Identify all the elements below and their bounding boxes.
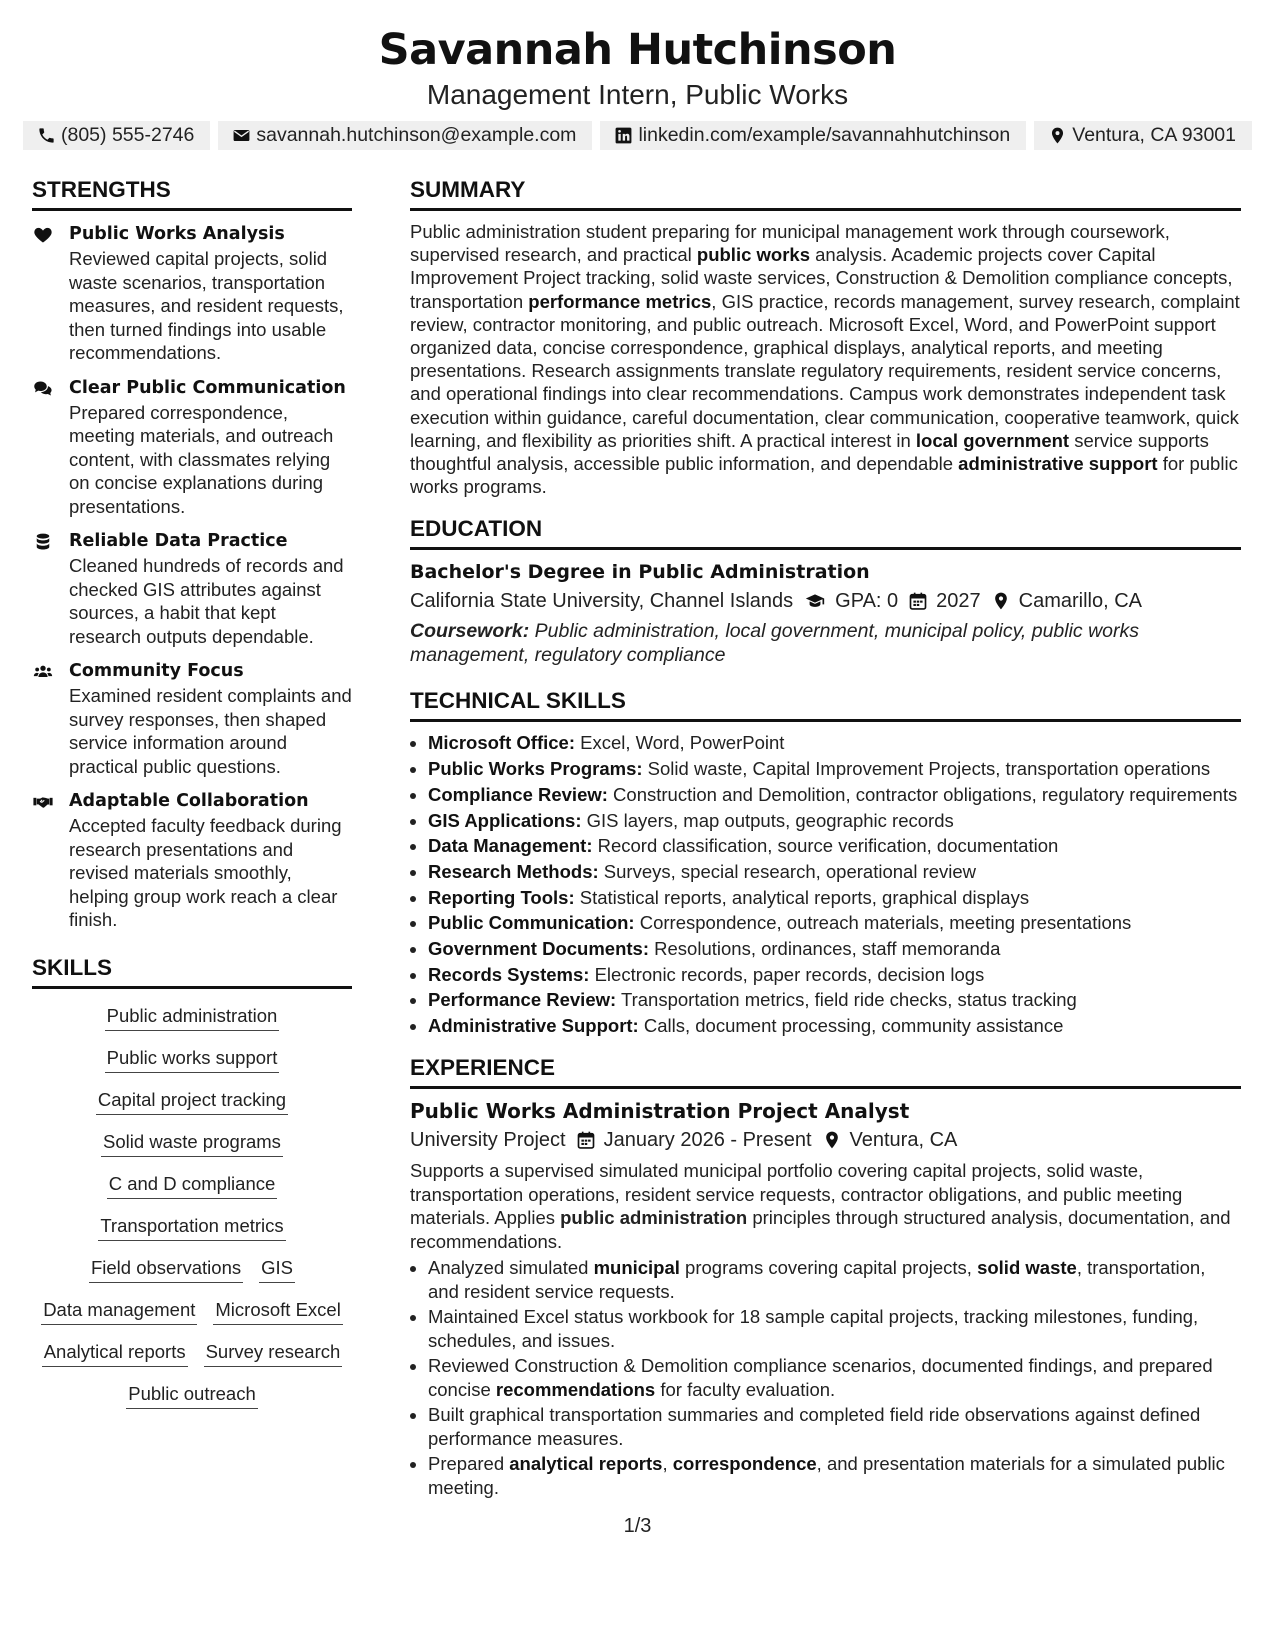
emphasis-text: solid waste [977, 1257, 1077, 1278]
technical-skill-item [428, 886, 1241, 910]
text-run: Maintained Excel status workbook for 18 sample capital projects, tracking milestones, funding, schedules, and issues. [428, 1306, 1199, 1351]
contact-location-text: Ventura, CA 93001 [1072, 124, 1236, 146]
text-run: , transportation, and resident service requests. [428, 1257, 1206, 1302]
contact-linkedin[interactable] [600, 121, 1026, 150]
calendar-icon [576, 1130, 596, 1150]
technical-skill-item [428, 783, 1241, 807]
strength-title: Clear Public Communication [69, 377, 346, 398]
summary-text [410, 220, 1241, 498]
technical-skill-item [428, 757, 1241, 781]
left-column [32, 176, 352, 1515]
strength-item [32, 789, 352, 932]
strength-desc: Examined resident complaints and survey responses, then shaped service information around practical public questions. [69, 685, 352, 777]
technical-skills-section [410, 687, 1241, 1038]
experience-section [410, 1054, 1241, 1499]
technical-skill-item [428, 834, 1241, 858]
skill-category: Government Documents: [428, 937, 650, 959]
technical-skill-item [428, 860, 1241, 884]
text-run: programs covering capital projects, [679, 1257, 978, 1278]
skill-tag: Capital project tracking [96, 1089, 288, 1115]
text-run: Built graphical transportation summaries and completed field ride observations against defined performance measures. [428, 1404, 1201, 1449]
contact-email-text: savannah.hutchinson@example.com [256, 124, 577, 146]
skill-values: Statistical reports, analytical reports, graphical displays [574, 886, 1030, 908]
emphasis-text: correspondence [672, 1453, 817, 1474]
location-icon [822, 1130, 842, 1150]
comments-icon [32, 379, 54, 399]
text-run: Public administration student preparing for municipal management work through coursework, supervised research, and practical [410, 221, 1170, 266]
strength-item [32, 222, 352, 365]
text-run: for faculty evaluation. [655, 1378, 836, 1400]
skill-values: GIS layers, map outputs, geographic records [581, 809, 954, 831]
emphasis-text: administrative support [958, 453, 1158, 475]
summary-heading: SUMMARY [410, 176, 1241, 211]
technical-skill-item [428, 988, 1241, 1012]
skill-tag: C and D compliance [107, 1173, 278, 1199]
strength-title: Adaptable Collaboration [69, 791, 309, 811]
strength-desc: Prepared correspondence, meeting materials, and outreach content, with classmates relying on concise explanations during presentations. [69, 401, 334, 517]
strength-title: Community Focus [69, 661, 244, 681]
coursework-label: Coursework: [410, 620, 530, 643]
skill-values: Transportation metrics, field ride checks, status tracking [616, 989, 1077, 1011]
skill-category: GIS Applications: [428, 809, 582, 831]
skill-values: Surveys, special research, operational review [598, 860, 977, 882]
technical-skill-item [428, 937, 1241, 961]
skill-tag: Survey research [204, 1341, 343, 1367]
strengths-heading: STRENGTHS [32, 176, 352, 211]
skill-tag: Data management [41, 1299, 197, 1325]
skill-category: Compliance Review: [428, 783, 608, 805]
technical-skill-item [428, 731, 1241, 755]
gpa: GPA: 0 [835, 590, 899, 613]
job-location: Ventura, CA [849, 1129, 958, 1151]
contact-phone-text: (805) 555-2746 [61, 124, 195, 146]
strength-title: Reliable Data Practice [69, 531, 288, 551]
email-icon [232, 126, 251, 145]
skill-values: Resolutions, ordinances, staff memoranda [649, 937, 1001, 959]
contact-phone[interactable] [23, 121, 210, 150]
text-run: service supports thoughtful analysis, accessible public information, and dependable [410, 429, 1209, 475]
school-location: Camarillo, CA [1018, 590, 1143, 613]
heart-icon [32, 225, 54, 245]
job-bullet [428, 1403, 1241, 1450]
graduation-cap-icon [803, 591, 827, 611]
graduation-year: 2027 [936, 590, 981, 613]
organization: University Project [410, 1129, 566, 1151]
text-run: analysis. Academic projects cover Capital Improvement Project tracking, solid waste services, Construction & Demolition compliance concepts, transportation [410, 244, 1233, 312]
education-section [410, 515, 1241, 667]
candidate-name: Savannah Hutchinson [378, 25, 897, 75]
skill-tag: Public works support [105, 1047, 280, 1073]
text-run: , [662, 1453, 673, 1474]
right-column [410, 176, 1241, 1515]
job-bullet [428, 1354, 1241, 1401]
job-title: Public Works Administration Project Analyst [410, 1099, 910, 1123]
skills-tag-list [32, 1005, 352, 1409]
technical-skill-item [428, 963, 1241, 987]
school-name: California State University, Channel Islands [410, 590, 794, 613]
text-run: Analyzed simulated [428, 1257, 594, 1278]
phone-icon [37, 126, 56, 145]
skill-category: Records Systems: [428, 963, 590, 985]
users-icon [32, 662, 54, 682]
emphasis-text: public works [696, 244, 810, 266]
skill-category: Administrative Support: [428, 1015, 639, 1036]
text-run: Reviewed Construction & Demolition compliance scenarios, documented findings, and prepared concise [428, 1355, 1213, 1400]
strength-desc: Accepted faculty feedback during research presentations and revised materials smoothly, helping group work reach a clear finish. [69, 815, 342, 930]
skill-category: Microsoft Office: [428, 732, 575, 754]
skill-tag: Field observations [89, 1257, 243, 1283]
strengths-section [32, 176, 352, 932]
emphasis-text: municipal [593, 1257, 680, 1278]
handshake-icon [32, 792, 54, 812]
job-bullets [410, 1256, 1241, 1499]
technical-skills-heading: TECHNICAL SKILLS [410, 687, 1241, 722]
job-description [410, 1159, 1241, 1253]
skill-values: Electronic records, paper records, decision logs [589, 963, 985, 985]
job-meta [410, 1126, 1241, 1154]
linkedin-icon [614, 126, 633, 145]
skill-category: Public Communication: [428, 912, 635, 934]
contact-bar [0, 121, 1275, 150]
skill-values: Excel, Word, PowerPoint [574, 732, 785, 754]
contact-location [1034, 121, 1252, 150]
database-icon [32, 532, 54, 552]
calendar-icon [908, 591, 928, 611]
skill-values: Correspondence, outreach materials, meeting presentations [634, 912, 1132, 934]
text-run: principles through structured analysis, documentation, and recommendations. [410, 1207, 1231, 1252]
technical-skill-item [428, 1014, 1241, 1038]
strength-title: Public Works Analysis [69, 224, 285, 244]
skill-values: Solid waste, Capital Improvement Projects, transportation operations [642, 758, 1211, 780]
summary-section [410, 176, 1241, 498]
strength-desc: Cleaned hundreds of records and checked GIS attributes against sources, a habit that kept research outputs dependable. [69, 555, 344, 647]
skill-tag: Microsoft Excel [213, 1299, 342, 1325]
candidate-title: Management Intern, Public Works [426, 79, 849, 110]
emphasis-text: performance metrics [528, 290, 712, 312]
emphasis-text: recommendations [495, 1378, 656, 1400]
coursework [410, 620, 1241, 667]
emphasis-text: public administration [560, 1207, 748, 1228]
skill-category: Research Methods: [428, 860, 599, 882]
skill-category: Reporting Tools: [428, 886, 575, 908]
job-bullet [428, 1256, 1241, 1303]
location-icon [991, 591, 1011, 611]
job-dates: January 2026 - Present [603, 1129, 812, 1151]
strength-desc: Reviewed capital projects, solid waste scenarios, transportation measures, and resident requests, then turned findings into usable recommendations. [69, 248, 344, 363]
skill-category: Public Works Programs: [428, 758, 643, 780]
technical-skill-item [428, 911, 1241, 935]
skill-category: Data Management: [428, 835, 593, 857]
education-meta [410, 587, 1241, 615]
resume-header [0, 0, 1275, 150]
contact-linkedin-text: linkedin.com/example/savannahhutchinson [638, 124, 1011, 146]
text-run: for public works programs. [410, 453, 1238, 498]
text-run: Supports a supervised simulated municipal portfolio covering capital projects, solid waste, transportation operations, resident service requests, contractor obligations, and public meeting materials. Applies [410, 1160, 1183, 1228]
skills-section [32, 954, 352, 1409]
emphasis-text: local government [915, 429, 1070, 451]
education-heading: EDUCATION [410, 515, 1241, 550]
skills-heading: SKILLS [32, 954, 352, 989]
resume-body [32, 176, 1243, 1515]
technical-skill-item [428, 809, 1241, 833]
skill-values: Construction and Demolition, contractor obligations, regulatory requirements [607, 783, 1238, 805]
coursework-list: Public administration, local government, municipal policy, public works management, regulatory compliance [410, 620, 1140, 666]
skill-tag: Public outreach [126, 1383, 258, 1409]
skill-tag: Transportation metrics [98, 1215, 285, 1241]
experience-heading: EXPERIENCE [410, 1054, 1241, 1089]
contact-email[interactable] [218, 121, 592, 150]
strength-item [32, 376, 352, 519]
job-bullet [428, 1305, 1241, 1352]
page-number: 1/3 [623, 1515, 652, 1537]
text-run: , and presentation materials for a simulated public meeting. [428, 1453, 1225, 1498]
degree-title: Bachelor's Degree in Public Administration [410, 561, 870, 584]
text-run: , GIS practice, records management, survey research, complaint review, contractor monitoring, and public outreach. Microsoft Excel, Word, and PowerPoint support organized data, concise correspondence, graphical displays, analytical reports, and meeting presentations. Research assignments translate regulatory requirements, resident service concerns, and operational findings into clear recommendations. Campus work demonstrates independent task execution within guidance, careful documentation, clear communication, cooperative teamwork, quick learning, and flexibility as priorities shift. A practical interest in [410, 290, 1240, 451]
skill-tag: Public administration [105, 1005, 280, 1031]
strength-item [32, 529, 352, 648]
strength-item [32, 659, 352, 778]
skill-tag: GIS [259, 1257, 295, 1283]
emphasis-text: analytical reports [509, 1453, 663, 1474]
location-icon [1048, 126, 1067, 145]
skill-tag: Analytical reports [42, 1341, 188, 1367]
skill-tag: Solid waste programs [101, 1131, 283, 1157]
technical-skills-list [410, 731, 1241, 1038]
job-bullet [428, 1452, 1241, 1499]
skill-values: Record classification, source verification, documentation [592, 835, 1059, 857]
skill-values: Calls, document processing, community assistance [638, 1015, 1064, 1036]
skill-category: Performance Review: [428, 989, 617, 1011]
text-run: Prepared [428, 1453, 510, 1474]
